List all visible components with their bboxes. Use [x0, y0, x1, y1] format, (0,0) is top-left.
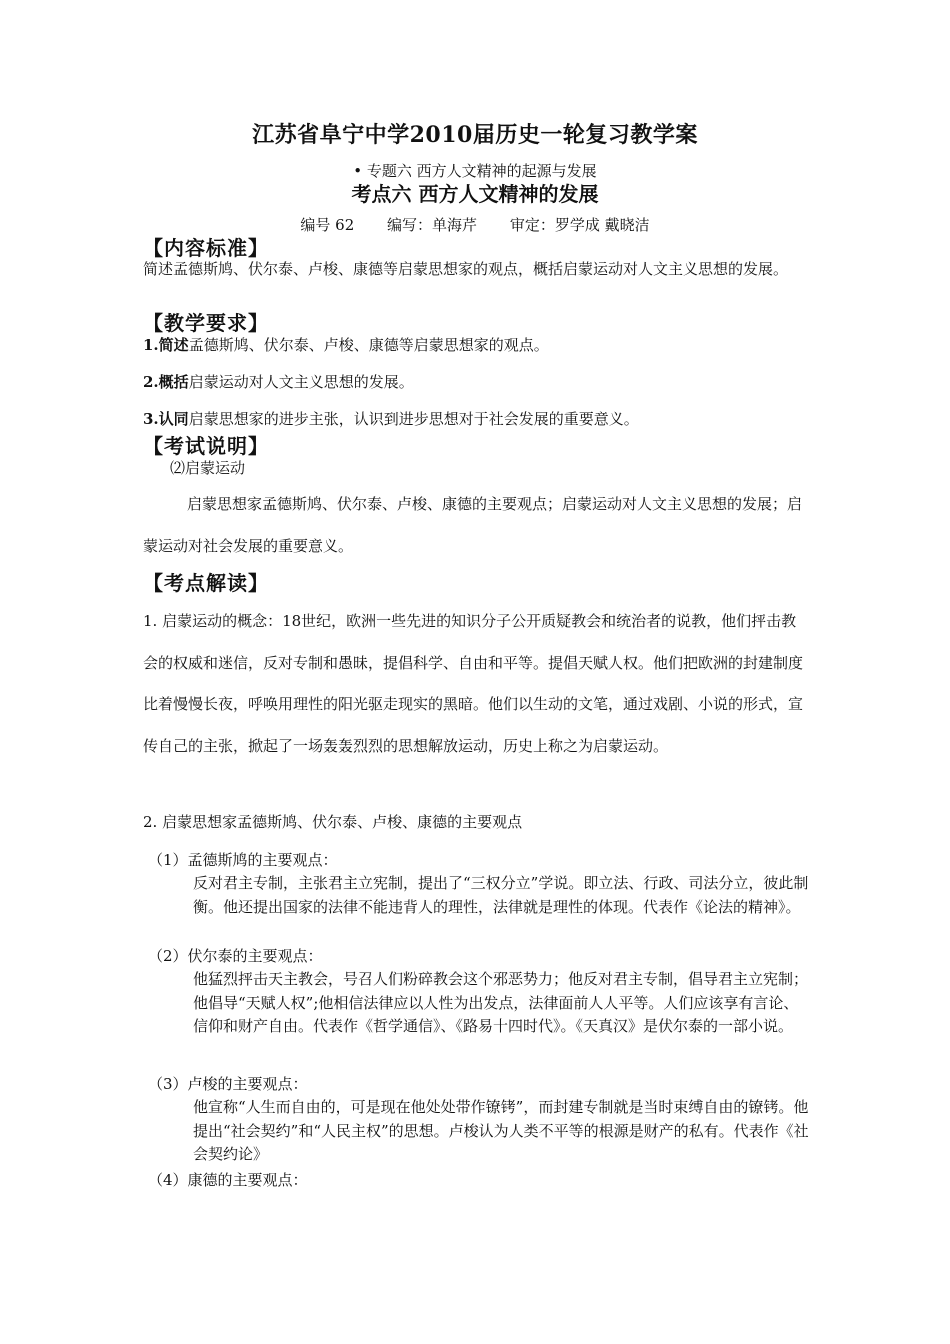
- section-heading-teaching: 【教学要求】: [143, 311, 269, 335]
- teaching-item: 1.简述孟德斯鸠、伏尔泰、卢梭、康德等启蒙思想家的观点。: [143, 336, 549, 354]
- doc-reviewer: 审定：罗学成 戴晓洁: [509, 216, 650, 234]
- analysis-paragraph-1: 1. 启蒙运动的概念：18世纪，欧洲一些先进的知识分子公开质疑教会和统治者的说教，他们抨击教会的权威和迷信，反对专制和愚昧，提倡科学、自由和平等。提倡天赋人权。他们把欧洲的封建制度比着慢慢长夜，呼唤用理性的阳光驱走现实的黑暗。他们以生动的文笔，通过戏剧、小说的形式，宣传自己的主张，掀起了一场轰轰烈烈的思想解放运动，历史上称之为启蒙运动。: [143, 612, 804, 755]
- thinker-text: 反对君主专制，主张君主立宪制，提出了“三权分立”学说。即立法、行政、司法分立，彼此制衡。他还提出国家的法律不能违背人的理性，法律就是理性的体现。代表作《论法的精神》。: [193, 874, 809, 916]
- doc-author: 编写：单海芹: [387, 216, 478, 234]
- section-heading-exam: 【考试说明】: [143, 434, 269, 458]
- section-heading-content-standard: 【内容标准】: [143, 236, 269, 260]
- thinker-label: （2）伏尔泰的主要观点：: [148, 947, 323, 965]
- content-standard-text: 简述孟德斯鸠、伏尔泰、卢梭、康德等启蒙思想家的观点，概括启蒙运动对人文主义思想的发展。: [143, 260, 789, 278]
- thinker-text: 他宣称“人生而自由的，可是现在他处处带作镣铐”，而封建专制就是当时束缚自由的镣铐。他提出“社会契约”和“人民主权”的思想。卢梭认为人类不平等的根源是财产的私有。代表作《社会契约论》: [193, 1098, 809, 1163]
- topic-subtitle: • 专题六 西方人文精神的起源与发展: [353, 162, 597, 180]
- thinker-label: （1）孟德斯鸠的主要观点：: [148, 851, 338, 869]
- exam-text: 启蒙思想家孟德斯鸠、伏尔泰、卢梭、康德的主要观点；启蒙运动对人文主义思想的发展；启蒙运动对社会发展的重要意义。: [143, 495, 803, 555]
- lesson-title: 考点六 西方人文精神的发展: [351, 182, 599, 206]
- teaching-item: 2.概括启蒙运动对人文主义思想的发展。: [143, 373, 414, 391]
- thinker-text: 他猛烈抨击天主教会，号召人们粉碎教会这个邪恶势力；他反对君主专制，倡导君主立宪制；他倡导“天赋人权”;他相信法律应以人性为出发点，法律面前人人平等。人们应该享有言论、信仰和财产自由。代表作《哲学通信》、《路易十四时代》。《天真汉》是伏尔泰的一部小说。: [193, 970, 809, 1035]
- teaching-item: 3.认同启蒙思想家的进步主张，认识到进步思想对于社会发展的重要意义。: [143, 410, 639, 428]
- thinker-label: （4）康德的主要观点：: [148, 1171, 308, 1189]
- thinker-label: （3）卢梭的主要观点：: [148, 1075, 308, 1093]
- analysis-paragraph-2: 2. 启蒙思想家孟德斯鸠、伏尔泰、卢梭、康德的主要观点: [143, 813, 523, 831]
- document-title: 江苏省阜宁中学2010届历史一轮复习教学案: [252, 122, 698, 148]
- doc-number: 编号 62: [300, 216, 355, 234]
- section-heading-analysis: 【考点解读】: [143, 571, 269, 595]
- exam-subheading: ⑵启蒙运动: [170, 459, 246, 477]
